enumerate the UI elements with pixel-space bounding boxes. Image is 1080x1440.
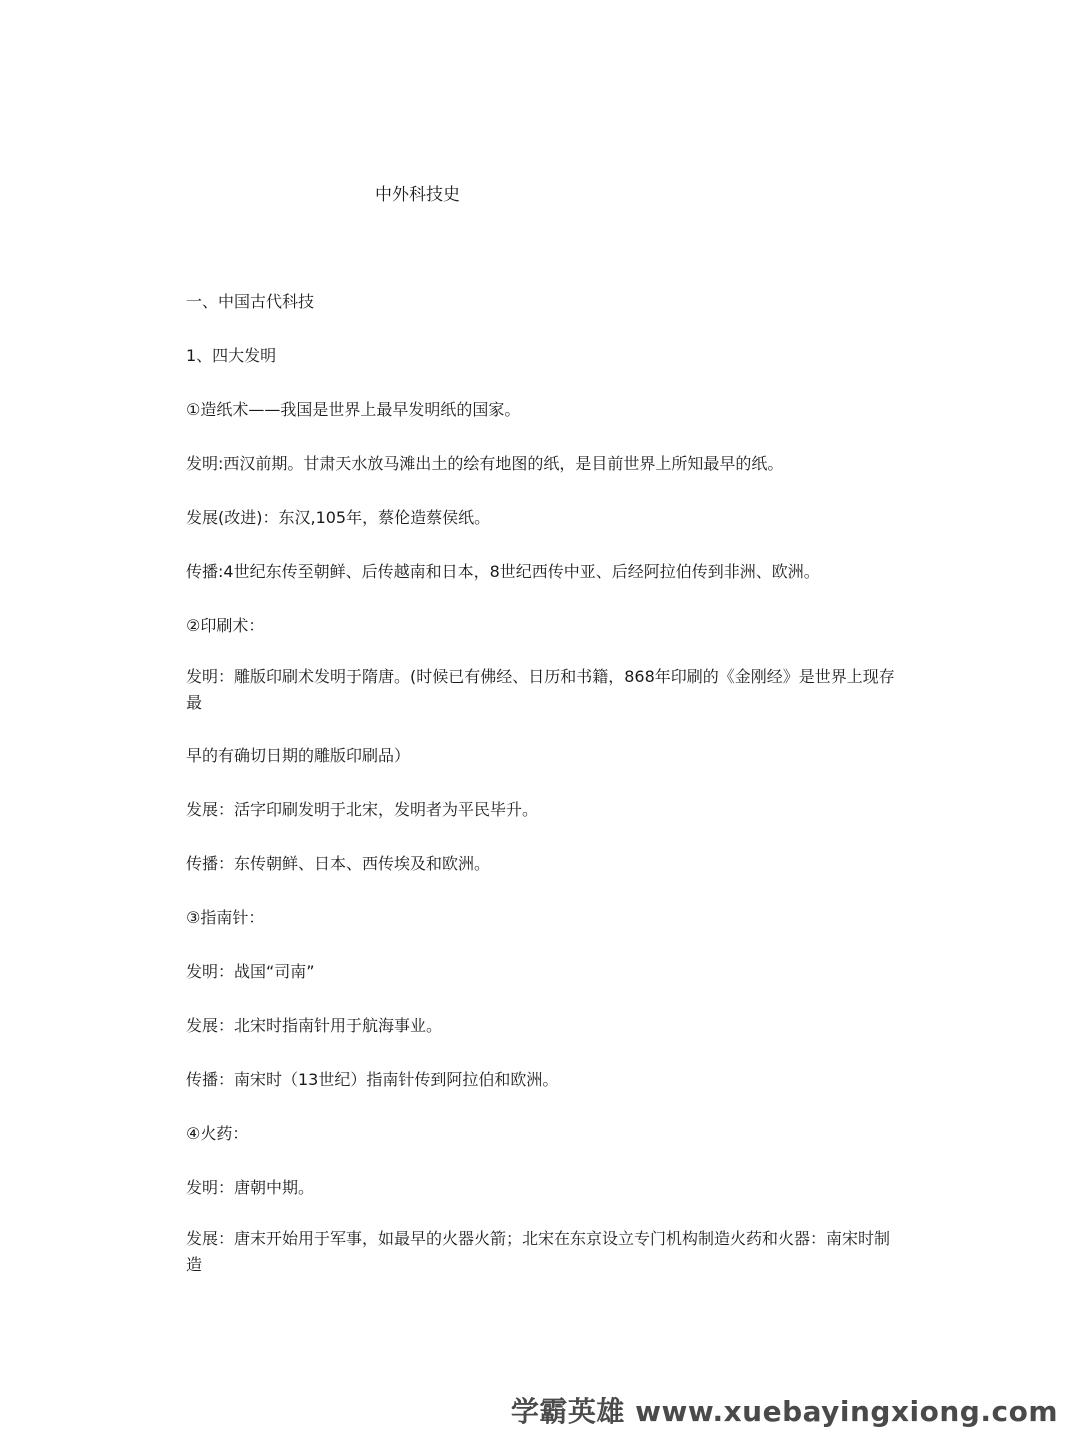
paragraph-line: 发展：活字印刷发明于北宋，发明者为平民毕升。 [186,800,539,819]
paragraph-line: 发明：战国“司南” [186,962,315,981]
section-heading: 一、中国古代科技 [186,292,315,311]
paragraph-line: 发展(改进)：东汉,105年，蔡伦造蔡侯纸。 [186,508,491,527]
document-title: 中外科技史 [375,185,460,205]
paragraph-line: 传播：东传朝鲜、日本、西传埃及和欧洲。 [186,854,491,873]
paragraph-line: 传播:4世纪东传至朝鲜、后传越南和日本，8世纪西传中亚、后经阿拉伯传到非洲、欧洲。 [186,562,820,581]
invention-heading-compass: ③指南针： [186,908,265,927]
invention-heading-printing: ②印刷术： [186,616,265,635]
paragraph-line: 发明：雕版印刷术发明于隋唐。(时候已有佛经、日历和书籍，868年印刷的《金刚经》是世界上现存最 [186,667,895,712]
invention-heading-gunpowder: ④火药： [186,1124,249,1143]
subsection-heading: 1、四大发明 [186,346,277,365]
watermark-text: 学霸英雄 www.xuebayingxiong.com [510,1395,1058,1428]
paragraph-line: 早的有确切日期的雕版印刷品） [186,746,411,765]
paragraph-line: 发展：唐末开始用于军事，如最早的火器火箭；北宋在东京设立专门机构制造火药和火器：南宋时制造 [186,1229,891,1274]
paragraph-line: 发明：唐朝中期。 [186,1178,315,1197]
paragraph-line: 发展：北宋时指南针用于航海事业。 [186,1016,443,1035]
invention-heading-paper: ①造纸术——我国是世界上最早发明纸的国家。 [186,400,521,419]
paragraph-line: 发明:西汉前期。甘肃天水放马滩出土的绘有地图的纸，是目前世界上所知最早的纸。 [186,454,784,473]
paragraph-line: 传播：南宋时（13世纪）指南针传到阿拉伯和欧洲。 [186,1070,559,1089]
